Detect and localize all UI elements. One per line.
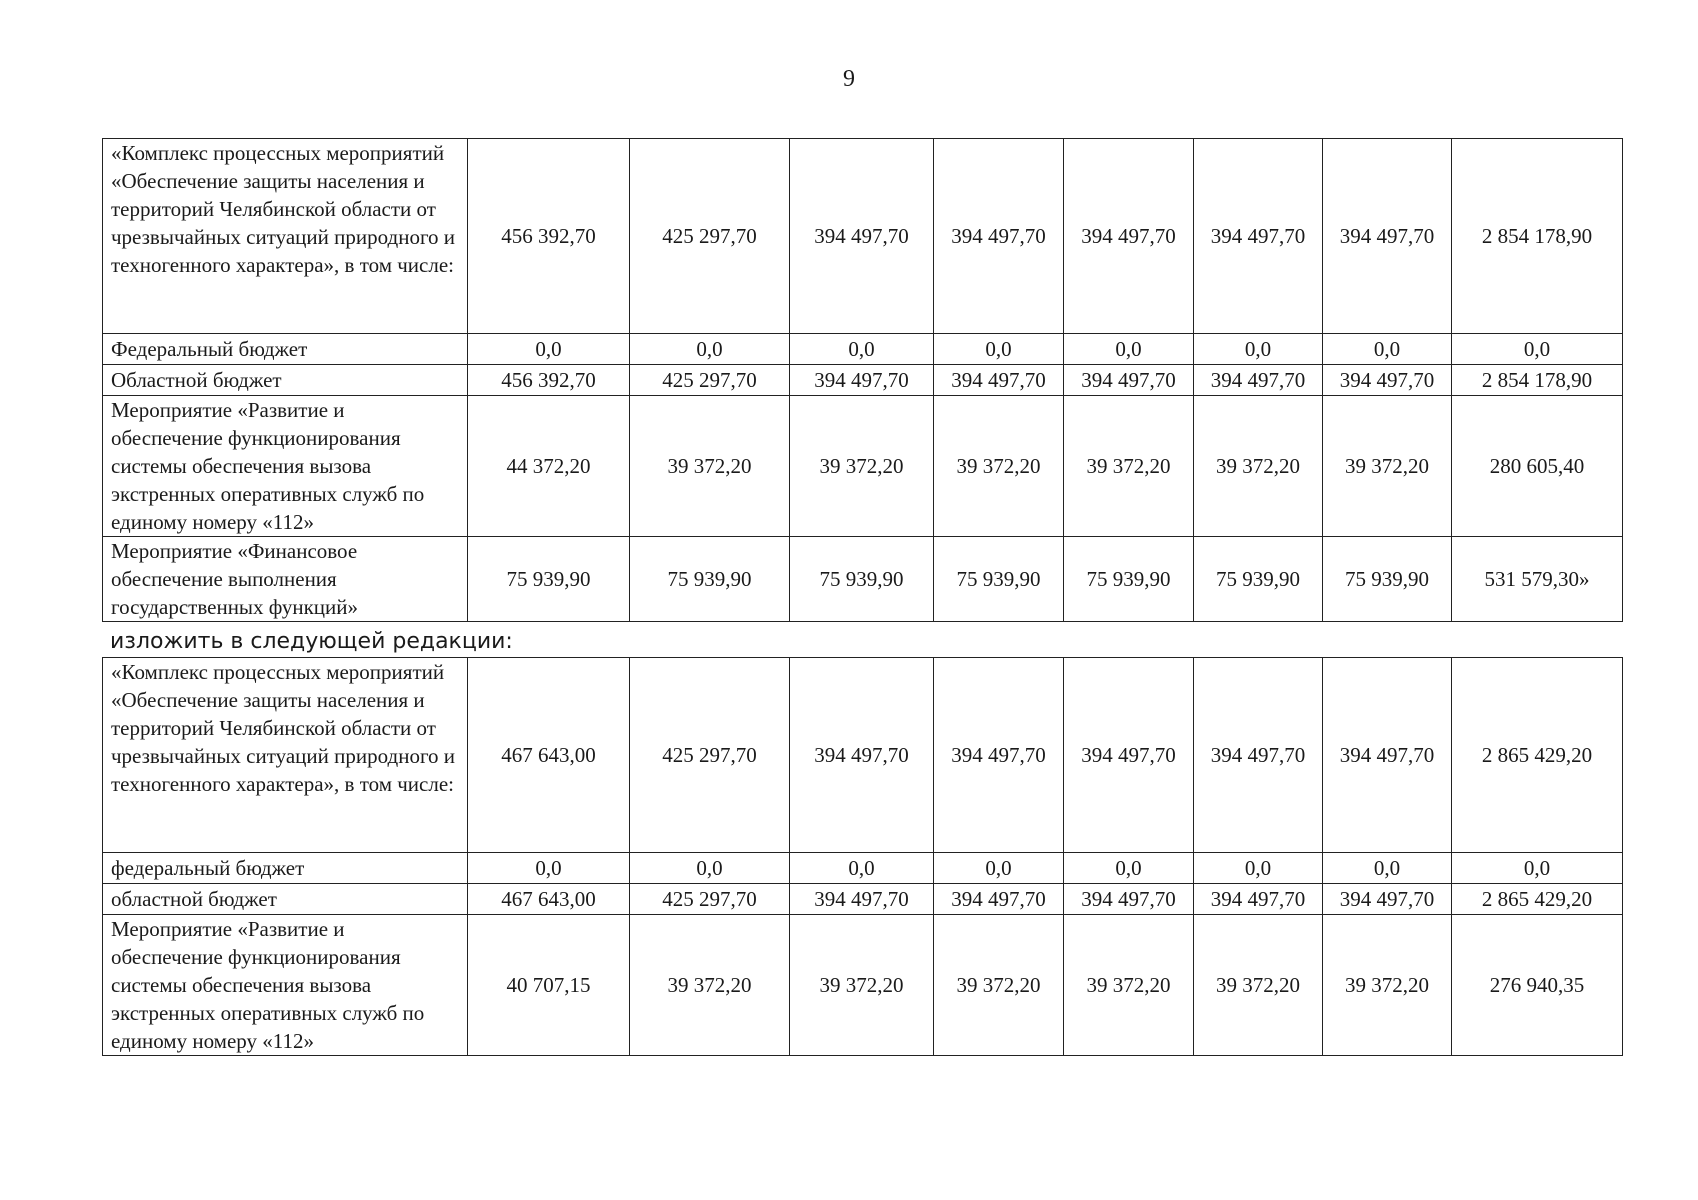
value-cell: 394 497,70 [1323, 884, 1452, 915]
value-cell: 394 497,70 [934, 658, 1064, 853]
value-cell: 394 497,70 [790, 365, 934, 396]
total-cell: 276 940,35 [1452, 915, 1623, 1056]
value-cell: 75 939,90 [468, 537, 630, 622]
value-cell: 75 939,90 [1064, 537, 1194, 622]
value-cell: 0,0 [934, 334, 1064, 365]
total-cell: 2 854 178,90 [1452, 365, 1623, 396]
page-number: 9 [843, 66, 855, 92]
table-row [103, 396, 1623, 537]
value-cell: 425 297,70 [630, 365, 790, 396]
value-cell: 425 297,70 [630, 139, 790, 334]
value-cell: 394 497,70 [934, 139, 1064, 334]
budget-table-amended [102, 657, 1623, 1056]
value-cell: 394 497,70 [1323, 365, 1452, 396]
value-cell: 394 497,70 [1194, 365, 1323, 396]
value-cell: 467 643,00 [468, 884, 630, 915]
value-cell: 0,0 [1064, 853, 1194, 884]
table-row [103, 537, 1623, 622]
value-cell: 40 707,15 [468, 915, 630, 1056]
value-cell: 0,0 [1194, 853, 1323, 884]
value-cell: 456 392,70 [468, 365, 630, 396]
total-cell: 0,0 [1452, 853, 1623, 884]
value-cell: 39 372,20 [1194, 396, 1323, 537]
row-label: Мероприятие «Развитие и обеспечение функционирования системы обеспечения вызова экстренных оперативных служб по единому номеру «112» [103, 915, 468, 1056]
row-label: «Комплекс процессных мероприятий «Обеспечение защиты населения и территорий Челябинской области от чрезвычайных ситуаций природного и техногенного характера», в том числе: [103, 139, 468, 334]
value-cell: 39 372,20 [1064, 915, 1194, 1056]
value-cell: 0,0 [1194, 334, 1323, 365]
value-cell: 0,0 [1323, 853, 1452, 884]
value-cell: 0,0 [934, 853, 1064, 884]
value-cell: 394 497,70 [1064, 658, 1194, 853]
value-cell: 75 939,90 [630, 537, 790, 622]
value-cell: 0,0 [630, 334, 790, 365]
value-cell: 394 497,70 [790, 884, 934, 915]
value-cell: 394 497,70 [1064, 139, 1194, 334]
value-cell: 39 372,20 [630, 915, 790, 1056]
value-cell: 394 497,70 [790, 658, 934, 853]
row-label: областной бюджет [103, 884, 468, 915]
value-cell: 39 372,20 [1194, 915, 1323, 1056]
value-cell: 39 372,20 [1323, 915, 1452, 1056]
table-row [103, 658, 1623, 853]
value-cell: 75 939,90 [934, 537, 1064, 622]
total-cell: 2 854 178,90 [1452, 139, 1623, 334]
value-cell: 425 297,70 [630, 884, 790, 915]
value-cell: 75 939,90 [1194, 537, 1323, 622]
total-cell: 2 865 429,20 [1452, 884, 1623, 915]
value-cell: 394 497,70 [1064, 365, 1194, 396]
value-cell: 0,0 [468, 853, 630, 884]
amendment-instruction: изложить в следующей редакции: [110, 629, 513, 654]
value-cell: 0,0 [790, 334, 934, 365]
table-row [103, 334, 1623, 365]
table-row [103, 365, 1623, 396]
value-cell: 44 372,20 [468, 396, 630, 537]
row-label: федеральный бюджет [103, 853, 468, 884]
value-cell: 39 372,20 [934, 915, 1064, 1056]
total-cell: 2 865 429,20 [1452, 658, 1623, 853]
value-cell: 394 497,70 [1323, 658, 1452, 853]
row-label: Мероприятие «Финансовое обеспечение выполнения государственных функций» [103, 537, 468, 622]
value-cell: 394 497,70 [934, 365, 1064, 396]
value-cell: 394 497,70 [1194, 658, 1323, 853]
value-cell: 394 497,70 [1194, 884, 1323, 915]
value-cell: 467 643,00 [468, 658, 630, 853]
value-cell: 39 372,20 [934, 396, 1064, 537]
value-cell: 456 392,70 [468, 139, 630, 334]
value-cell: 75 939,90 [1323, 537, 1452, 622]
value-cell: 39 372,20 [1064, 396, 1194, 537]
value-cell: 0,0 [1323, 334, 1452, 365]
budget-table-current [102, 138, 1623, 622]
table-row [103, 884, 1623, 915]
row-label: Федеральный бюджет [103, 334, 468, 365]
value-cell: 39 372,20 [790, 396, 934, 537]
value-cell: 394 497,70 [1064, 884, 1194, 915]
row-label: Областной бюджет [103, 365, 468, 396]
value-cell: 394 497,70 [934, 884, 1064, 915]
row-label: Мероприятие «Развитие и обеспечение функционирования системы обеспечения вызова экстренных оперативных служб по единому номеру «112» [103, 396, 468, 537]
value-cell: 39 372,20 [790, 915, 934, 1056]
value-cell: 425 297,70 [630, 658, 790, 853]
total-cell: 0,0 [1452, 334, 1623, 365]
total-cell: 280 605,40 [1452, 396, 1623, 537]
value-cell: 39 372,20 [1323, 396, 1452, 537]
value-cell: 394 497,70 [1323, 139, 1452, 334]
table-row [103, 139, 1623, 334]
table-row [103, 853, 1623, 884]
value-cell: 394 497,70 [1194, 139, 1323, 334]
value-cell: 75 939,90 [790, 537, 934, 622]
value-cell: 0,0 [468, 334, 630, 365]
table-row [103, 915, 1623, 1056]
value-cell: 394 497,70 [790, 139, 934, 334]
value-cell: 0,0 [1064, 334, 1194, 365]
value-cell: 0,0 [790, 853, 934, 884]
total-cell: 531 579,30» [1452, 537, 1623, 622]
value-cell: 0,0 [630, 853, 790, 884]
row-label: «Комплекс процессных мероприятий «Обеспечение защиты населения и территорий Челябинской области от чрезвычайных ситуаций природного и техногенного характера», в том числе: [103, 658, 468, 853]
value-cell: 39 372,20 [630, 396, 790, 537]
